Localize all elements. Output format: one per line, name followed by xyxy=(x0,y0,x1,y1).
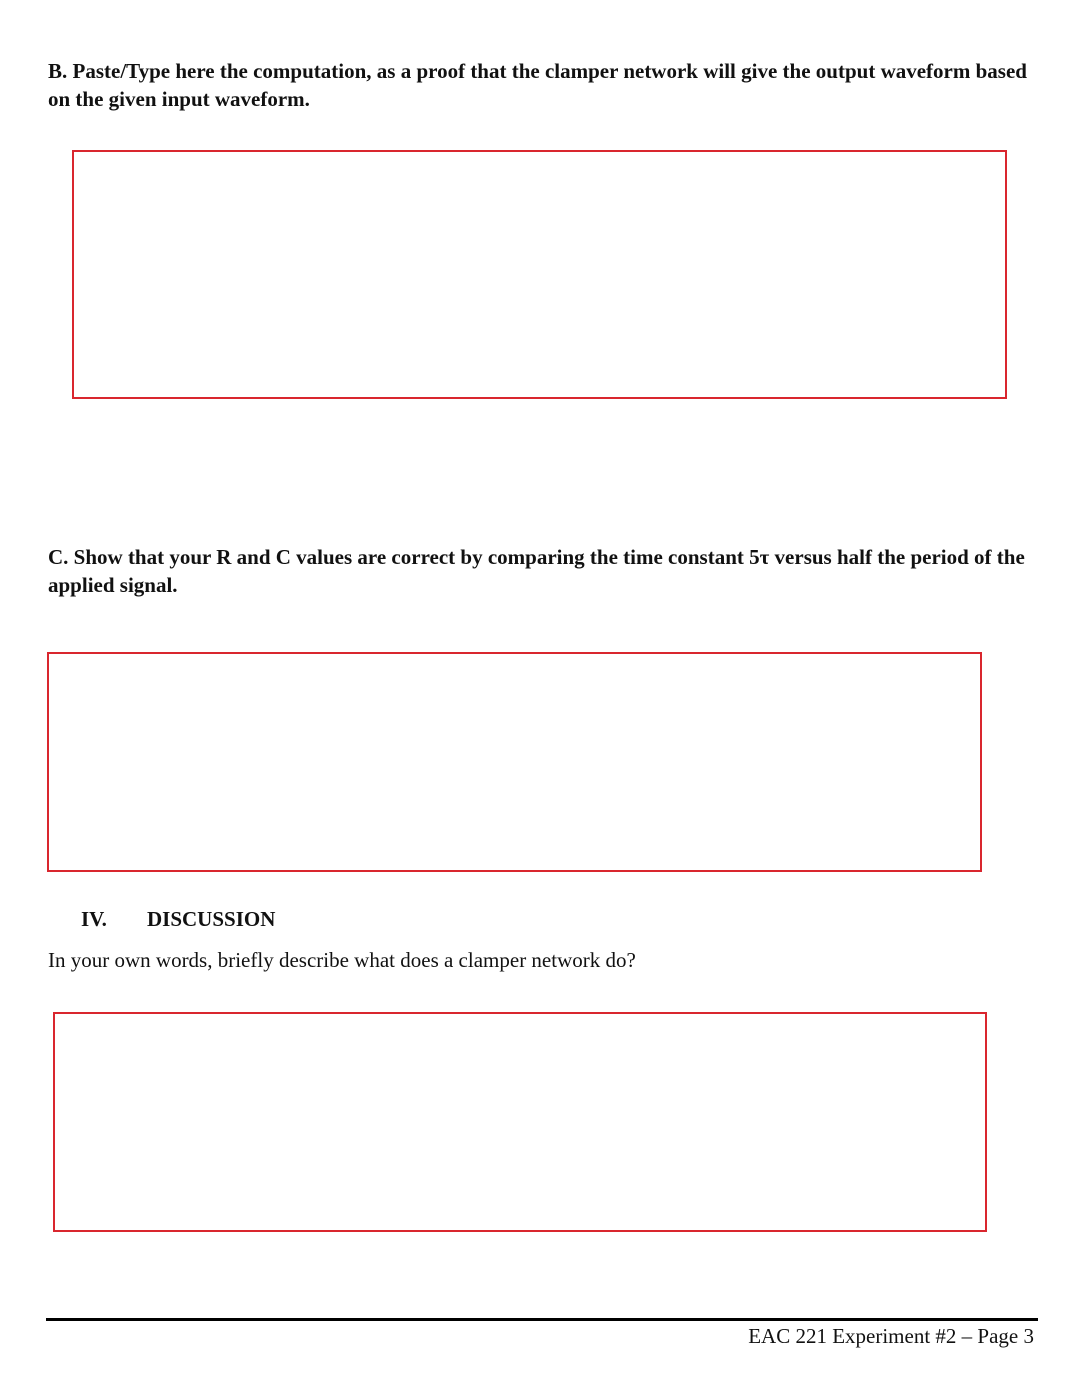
discussion-question: In your own words, briefly describe what does a clamper network do? xyxy=(48,948,636,972)
computation-answer-box[interactable] xyxy=(72,150,1007,399)
discussion-answer-box[interactable] xyxy=(53,1012,987,1232)
discussion-title: DISCUSSION xyxy=(147,907,276,931)
section-b-prompt: B. Paste/Type here the computation, as a proof that the clamper network will give the output waveform based on the given input waveform. xyxy=(48,59,1027,111)
section-c-prompt: C. Show that your R and C values are correct by comparing the time constant 5τ versus half the period of the applied signal. xyxy=(48,545,1025,597)
discussion-number: IV. xyxy=(81,907,107,931)
page-footer: EAC 221 Experiment #2 – Page 3 xyxy=(748,1324,1034,1348)
discussion-heading xyxy=(81,905,275,933)
footer-rule xyxy=(46,1318,1038,1321)
time-constant-answer-box[interactable] xyxy=(47,652,982,872)
